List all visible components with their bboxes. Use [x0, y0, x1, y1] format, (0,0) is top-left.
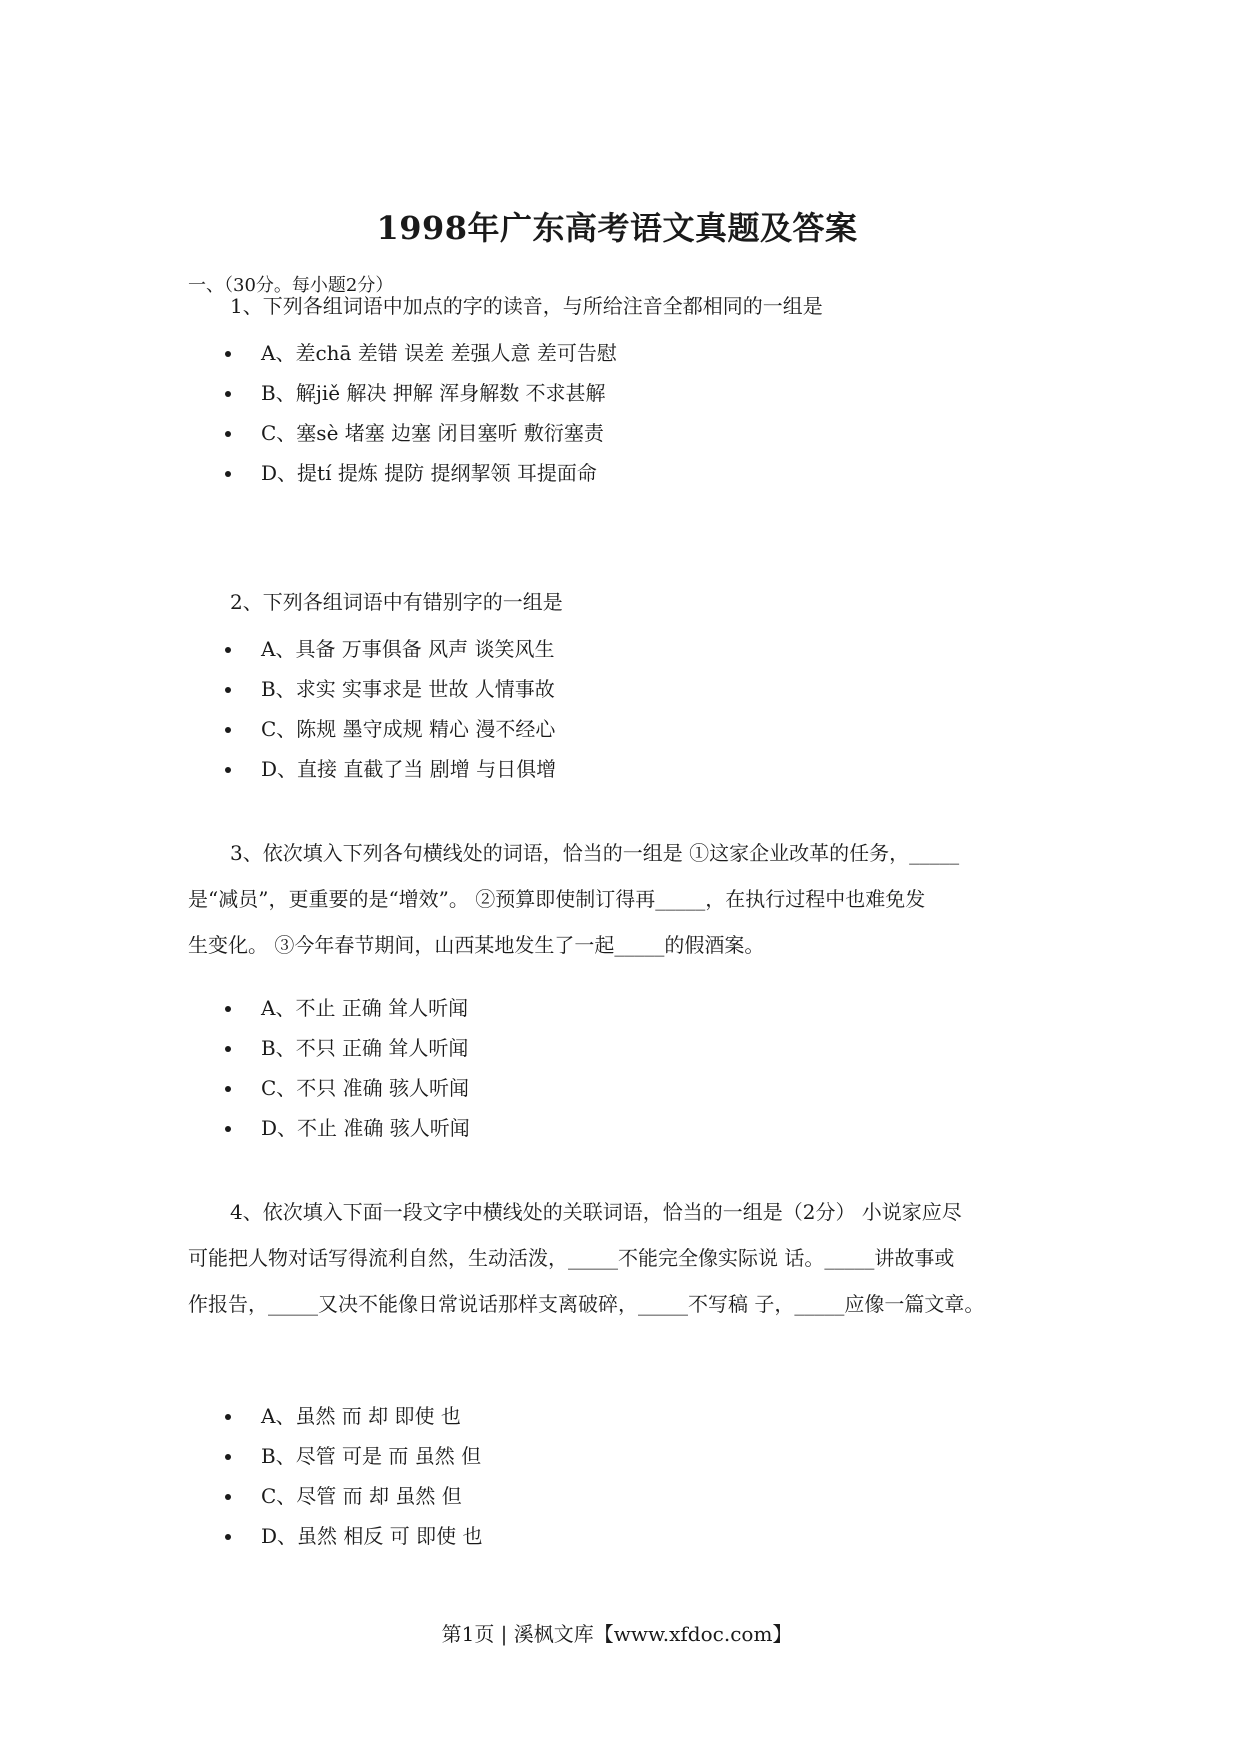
- bullet-icon: [225, 727, 231, 733]
- question-4-option-a: A、虽然 而 却 即使 也: [225, 1400, 461, 1429]
- page-title: 1998年广东高考语文真题及答案: [376, 209, 858, 247]
- question-4-option-c: C、尽管 而 却 虽然 但: [225, 1480, 462, 1509]
- question-3-option-c: C、不只 准确 骇人听闻: [225, 1072, 469, 1101]
- bullet-icon: [225, 1046, 231, 1052]
- question-2-option-b: B、求实 实事求是 世故 人情事故: [225, 673, 555, 702]
- bullet-icon: [225, 471, 231, 477]
- bullet-icon: [225, 1086, 231, 1092]
- question-4-option-b: B、尽管 可是 而 虽然 但: [225, 1440, 481, 1469]
- question-3-option-d: D、不止 准确 骇人听闻: [225, 1112, 470, 1141]
- question-2-option-d: D、直接 直截了当 剧增 与日俱增: [225, 753, 556, 782]
- question-1-option-c: C、塞sè 堵塞 边塞 闭目塞听 敷衍塞责: [225, 417, 604, 446]
- question-2-option-a: A、具备 万事俱备 风声 谈笑风生: [225, 633, 555, 662]
- bullet-icon: [225, 1414, 231, 1420]
- bullet-icon: [225, 351, 231, 357]
- question-4-stem: 4、依次填入下面一段文字中横线处的关联词语，恰当的一组是（2分） 小说家应尽 可能把人物对话写得流利自然，生动活泼，_____不能完全像实际说 话。_____讲故事或 作报告，_____又决不能像日常说话那样支离破碎，_____不写稿 子，_____应像一篇文章。: [188, 1200, 985, 1316]
- bullet-icon: [225, 1534, 231, 1540]
- question-3-option-a: A、不止 正确 耸人听闻: [225, 992, 468, 1021]
- bullet-icon: [225, 1454, 231, 1460]
- bullet-icon: [225, 767, 231, 773]
- question-2-option-c: C、陈规 墨守成规 精心 漫不经心: [225, 713, 555, 742]
- bullet-icon: [225, 687, 231, 693]
- question-1-option-a: A、差chā 差错 误差 差强人意 差可告慰: [225, 337, 617, 366]
- section-heading: 一、（30分。每小题2分）: [188, 275, 394, 296]
- bullet-icon: [225, 1006, 231, 1012]
- page-footer: 第1页 | 溪枫文库【www.xfdoc.com】: [441, 1622, 793, 1646]
- bullet-icon: [225, 647, 231, 653]
- question-2-stem: 2、下列各组词语中有错别字的一组是: [230, 590, 563, 614]
- bullet-icon: [225, 431, 231, 437]
- question-1-option-b: B、解jiě 解决 押解 浑身解数 不求甚解: [225, 377, 606, 406]
- question-3-option-b: B、不只 正确 耸人听闻: [225, 1032, 468, 1061]
- question-1-option-d: D、提tí 提炼 提防 提纲挈领 耳提面命: [225, 457, 597, 486]
- question-4-option-d: D、虽然 相反 可 即使 也: [225, 1520, 482, 1549]
- bullet-icon: [225, 1126, 231, 1132]
- question-3-stem: 3、依次填入下列各句横线处的词语，恰当的一组是 ①这家企业改革的任务，_____ 是“减员”，更重要的是“增效”。 ②预算即使制订得再_____，在执行过程中也难免发 生变化。 ③今年春节期间，山西某地发生了一起_____的假酒案。: [188, 841, 960, 957]
- question-1-stem: 1、下列各组词语中加点的字的读音，与所给注音全都相同的一组是: [230, 294, 823, 318]
- bullet-icon: [225, 391, 231, 397]
- bullet-icon: [225, 1494, 231, 1500]
